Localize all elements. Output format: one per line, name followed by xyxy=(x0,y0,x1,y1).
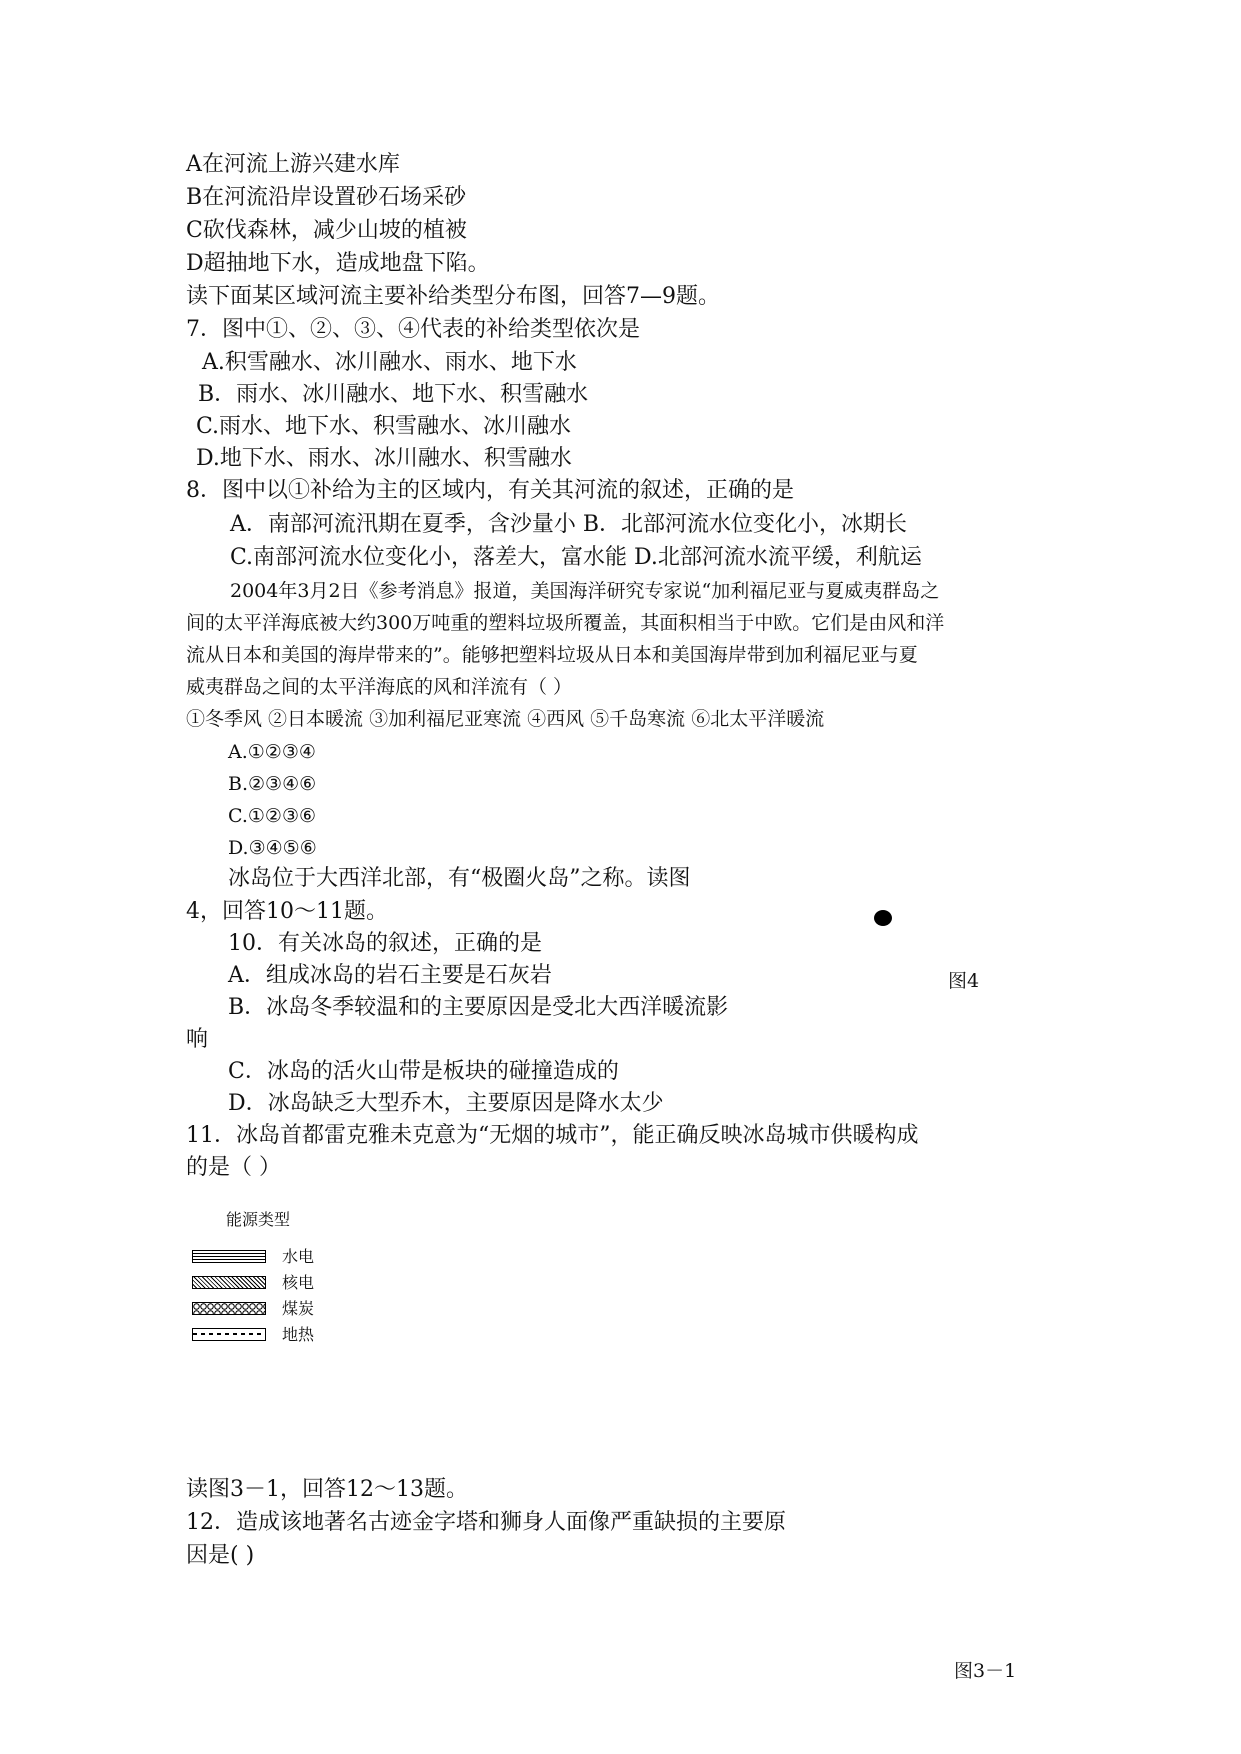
question-7: 7．图中①、②、③、④代表的补给类型依次是 xyxy=(186,317,640,342)
q9-option-b: B.②③④⑥ xyxy=(228,773,317,795)
q8-options-ab: A．南部河流汛期在夏季，含沙量小 B．北部河流水位变化小，冰期长 xyxy=(230,512,908,537)
question-8: 8．图中以①补给为主的区域内，有关其河流的叙述，正确的是 xyxy=(186,478,794,503)
question-10: 10．有关冰岛的叙述，正确的是 xyxy=(228,931,542,956)
q7-option-a: A.积雪融水、冰川融水、雨水、地下水 xyxy=(202,350,577,375)
option-d-groundwater: D超抽地下水，造成地盘下陷。 xyxy=(186,251,490,276)
legend-label-coal: 煤炭 xyxy=(282,1299,315,1318)
passage-line-2: 间的太平洋海底被大约300万吨重的塑料垃圾所覆盖，其面积相当于中欧。它们是由风和洋 xyxy=(186,612,945,634)
option-a-reservoir: A在河流上游兴建水库 xyxy=(186,152,400,177)
q10-option-b: B．冰岛冬季较温和的主要原因是受北大西洋暖流影 xyxy=(228,995,729,1020)
q10-option-c: C．冰岛的活火山带是板块的碰撞造成的 xyxy=(228,1059,619,1084)
iceland-intro: 冰岛位于大西洋北部，有“极圈火岛”之称。读图 xyxy=(228,866,691,891)
question-12-cont: 因是( ) xyxy=(186,1543,255,1568)
q7-option-d: D.地下水、雨水、冰川融水、积雪融水 xyxy=(196,446,572,471)
passage-line-4: 威夷群岛之间的太平洋海底的风和洋流有（ ） xyxy=(186,676,573,698)
legend-label-nuclear: 核电 xyxy=(282,1273,315,1292)
question-intro-7-9: 读下面某区域河流主要补给类型分布图，回答7—9题。 xyxy=(186,284,720,309)
nuclear-pattern-swatch xyxy=(192,1276,266,1289)
q7-option-b: B．雨水、冰川融水、地下水、积雪融水 xyxy=(198,382,589,407)
question-12: 12．造成该地著名古迹金字塔和狮身人面像严重缺损的主要原 xyxy=(186,1510,786,1535)
passage-line-1: 2004年3月2日《参考消息》报道，美国海洋研究专家说“加利福尼亚与夏威夷群岛之 xyxy=(230,580,940,602)
geothermal-pattern-swatch xyxy=(192,1328,266,1341)
legend-title: 能源类型 xyxy=(226,1210,291,1229)
q9-choices-list: ①冬季风 ②日本暖流 ③加利福尼亚寒流 ④西风 ⑤千岛寒流 ⑥北太平洋暖流 xyxy=(186,708,825,730)
q7-option-c: C.雨水、地下水、积雪融水、冰川融水 xyxy=(196,414,572,439)
q8-options-cd: C.南部河流水位变化小，落差大，富水能 D.北部河流水流平缓，利航运 xyxy=(230,545,922,570)
question-11: 11．冰岛首都雷克雅未克意为“无烟的城市”，能正确反映冰岛城市供暖构成 xyxy=(186,1123,919,1148)
q10-option-a: A．组成冰岛的岩石主要是石灰岩 xyxy=(228,963,552,988)
q9-option-d: D.③④⑤⑥ xyxy=(228,837,317,859)
q9-option-a: A.①②③④ xyxy=(228,741,316,763)
figure-3-1-caption: 图3－1 xyxy=(954,1660,1017,1682)
figure-4-caption: 图4 xyxy=(948,970,980,992)
coal-pattern-swatch xyxy=(192,1302,266,1315)
hydro-pattern-swatch xyxy=(192,1250,266,1263)
option-b-sand-mining: B在河流沿岸设置砂石场采砂 xyxy=(186,185,467,210)
legend-label-hydro: 水电 xyxy=(282,1247,315,1266)
q10-option-d: D．冰岛缺乏大型乔木，主要原因是降水太少 xyxy=(228,1091,664,1116)
q9-option-c: C.①②③⑥ xyxy=(228,805,317,827)
question-11-cont: 的是（ ） xyxy=(186,1155,281,1180)
iceland-intro-cont: 4，回答10～11题。 xyxy=(186,899,388,924)
option-c-deforestation: C砍伐森林，减少山坡的植被 xyxy=(186,218,467,243)
figure-4-marker xyxy=(874,910,892,926)
legend-label-geothermal: 地热 xyxy=(282,1325,315,1344)
question-intro-12-13: 读图3－1，回答12～13题。 xyxy=(186,1477,468,1502)
passage-line-3: 流从日本和美国的海岸带来的”。能够把塑料垃圾从日本和美国海岸带到加利福尼亚与夏 xyxy=(186,644,918,666)
q10-option-b-cont: 响 xyxy=(186,1027,209,1052)
